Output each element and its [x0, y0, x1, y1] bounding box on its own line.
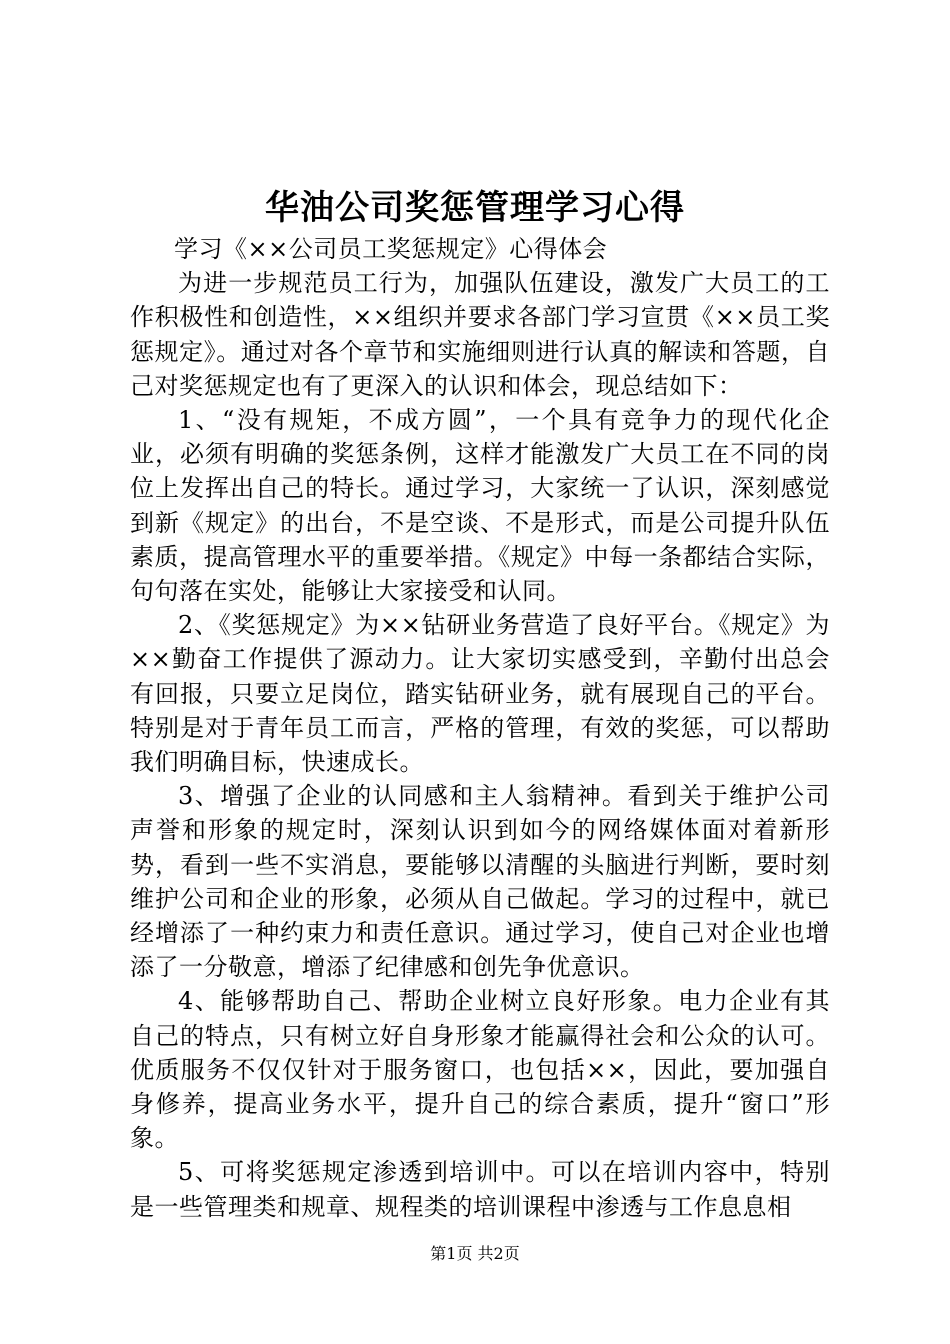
document-title: 华油公司奖惩管理学习心得: [265, 188, 685, 228]
paragraph-point-5: 5、可将奖惩规定渗透到培训中。可以在培训内容中，特别是一些管理类和规章、规程类的培训课程中渗透与工作息息相: [130, 1158, 830, 1221]
paragraph-point-3: 3、增强了企业的认同感和主人翁精神。看到关于维护公司声誉和形象的规定时，深刻认识到如今的网络媒体面对着新形势，看到一些不实消息，要能够以清醒的头脑进行判断，要时刻维护公司和企业的形象，必须从自己做起。学习的过程中，就已经增添了一种约束力和责任意识。通过学习，使自己对企业也增添了一分敬意，增添了纪律感和创先争优意识。: [130, 782, 830, 982]
document-subtitle: 学习《××公司员工奖惩规定》心得体会: [174, 235, 608, 263]
page-number: 第1页 共2页: [430, 1244, 520, 1263]
paragraph-point-4: 4、能够帮助自己、帮助企业树立良好形象。电力企业有其自己的特点，只有树立好自身形象才能赢得社会和公众的认可。优质服务不仅仅针对于服务窗口，也包括××，因此，要加强自身修养，提高业务水平，提升自己的综合素质，提升“窗口”形象。: [130, 987, 830, 1153]
paragraph-intro: 为进一步规范员工行为，加强队伍建设，激发广大员工的工作积极性和创造性，××组织并要求各部门学习宣贯《××员工奖惩规定》。通过对各个章节和实施细则进行认真的解读和答题，自己对奖惩规定也有了更深入的认识和体会，现总结如下：: [130, 269, 830, 400]
paragraph-point-1: 1、“没有规矩，不成方圆”，一个具有竞争力的现代化企业，必须有明确的奖惩条例，这样才能激发广大员工在不同的岗位上发挥出自己的特长。通过学习，大家统一了认识，深刻感觉到新《规定》的出台，不是空谈、不是形式，而是公司提升队伍素质，提高管理水平的重要举措。《规定》中每一条都结合实际，句句落在实处，能够让大家接受和认同。: [130, 406, 830, 606]
paragraph-point-2: 2、《奖惩规定》为××钻研业务营造了良好平台。《规定》为××勤奋工作提供了源动力。让大家切实感受到，辛勤付出总会有回报，只要立足岗位，踏实钻研业务，就有展现自己的平台。特别是对于青年员工而言，严格的管理，有效的奖惩，可以帮助我们明确目标，快速成长。: [130, 611, 830, 777]
document-body: [130, 232, 830, 1224]
